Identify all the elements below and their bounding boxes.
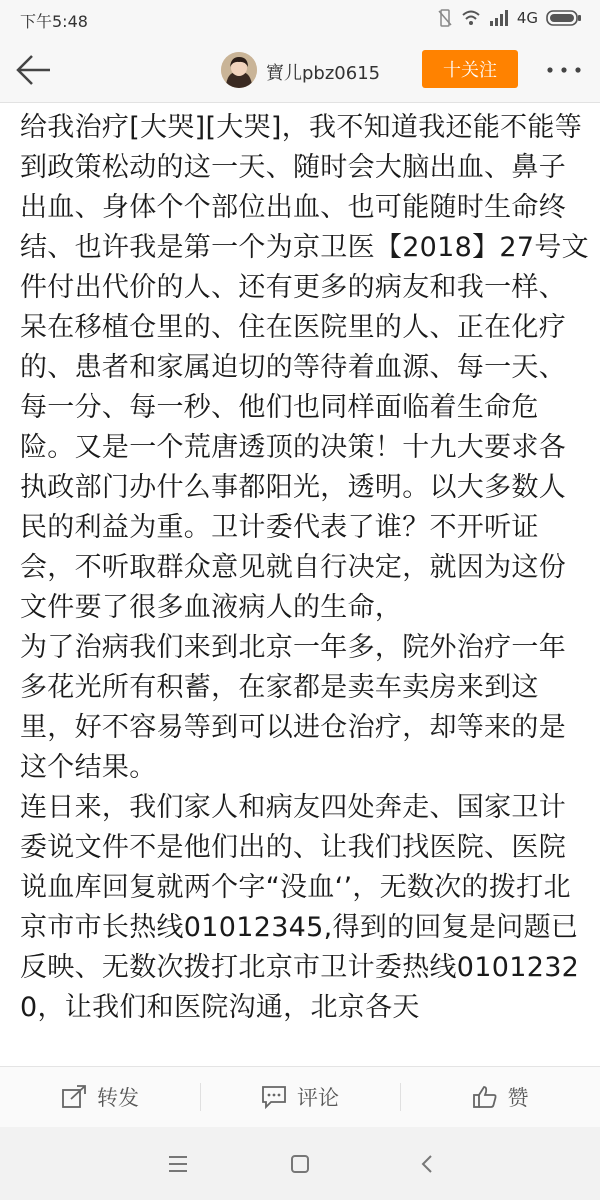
- home-button[interactable]: [285, 1151, 315, 1177]
- post-paragraph: 连日来，我们家人和病友四处奔走、国家卫计委说文件不是他们出的、让我们找医院、医院说血库回复就两个字“没血‘’，无数次的拨打北京市市长热线01012345,得到的回复是问题已反映、无数次拨打北京市卫计委热线01012320，让我们和医院沟通，北京各天: [20, 792, 580, 1023]
- menu-button[interactable]: [163, 1151, 193, 1177]
- chevron-left-icon: [420, 1154, 434, 1174]
- comment-button[interactable]: [200, 1067, 400, 1127]
- nav-bar: [0, 36, 600, 103]
- home-square-icon: [290, 1154, 310, 1174]
- username[interactable]: 寶儿pbz0615: [266, 63, 381, 84]
- status-time: 下午5:48: [20, 12, 88, 31]
- more-dots-icon: [546, 66, 582, 74]
- action-bar: [0, 1066, 600, 1127]
- system-back-button[interactable]: [412, 1151, 442, 1177]
- more-button[interactable]: [544, 54, 584, 86]
- system-nav-bar: [0, 1127, 600, 1200]
- like-label: 赞: [507, 1086, 529, 1110]
- post-paragraph: 为了治病我们来到北京一年多，院外治疗一年多花光所有积蓄，在家都是卖车卖房来到这里，好不容易等到可以进仓治疗，却等来的是这个结果。: [20, 632, 566, 783]
- status-bar: [0, 0, 600, 36]
- wifi-icon: [461, 7, 481, 29]
- network-type: 4G: [516, 9, 538, 27]
- repost-button[interactable]: [0, 1067, 200, 1127]
- signal-icon: [489, 7, 509, 29]
- post-paragraph: 给我治疗[大哭][大哭]，我不知道我还能不能等到政策松动的这一天、随时会大脑出血、鼻子出血、身体个个部位出血、也可能随时生命终结、也许我是第一个为京卫医【2018】27号文件付出代价的人、还有更多的病友和我一样、呆在移植仓里的、住在医院里的人、正在化疗的、患者和家属迫切的等待着血源、每一天、每一分、每一秒、他们也同样面临着生命危险。又是一个荒唐透顶的决策！十九大要求各执政部门办什么事都阳光，透明。以大多数人民的利益为重。卫计委代表了谁？不开听证会，不听取群众意见就自行决定，就因为这份文件要了很多血液病人的生命，: [20, 112, 589, 623]
- battery-icon: [546, 7, 582, 29]
- status-icons: [437, 7, 582, 29]
- post-body: [20, 108, 590, 1066]
- comment-label: 评论: [297, 1086, 339, 1110]
- avatar[interactable]: [221, 52, 257, 88]
- follow-button[interactable]: 十关注: [422, 50, 518, 88]
- menu-icon: [167, 1155, 189, 1173]
- comment-icon: [261, 1085, 287, 1109]
- like-button[interactable]: [400, 1067, 600, 1127]
- repost-icon: [61, 1085, 87, 1109]
- silent-icon: [437, 7, 453, 29]
- avatar-image: [221, 52, 257, 88]
- repost-label: 转发: [97, 1086, 139, 1110]
- back-button[interactable]: [14, 50, 54, 90]
- back-arrow-icon: [14, 50, 54, 90]
- thumbs-up-icon: [472, 1085, 498, 1109]
